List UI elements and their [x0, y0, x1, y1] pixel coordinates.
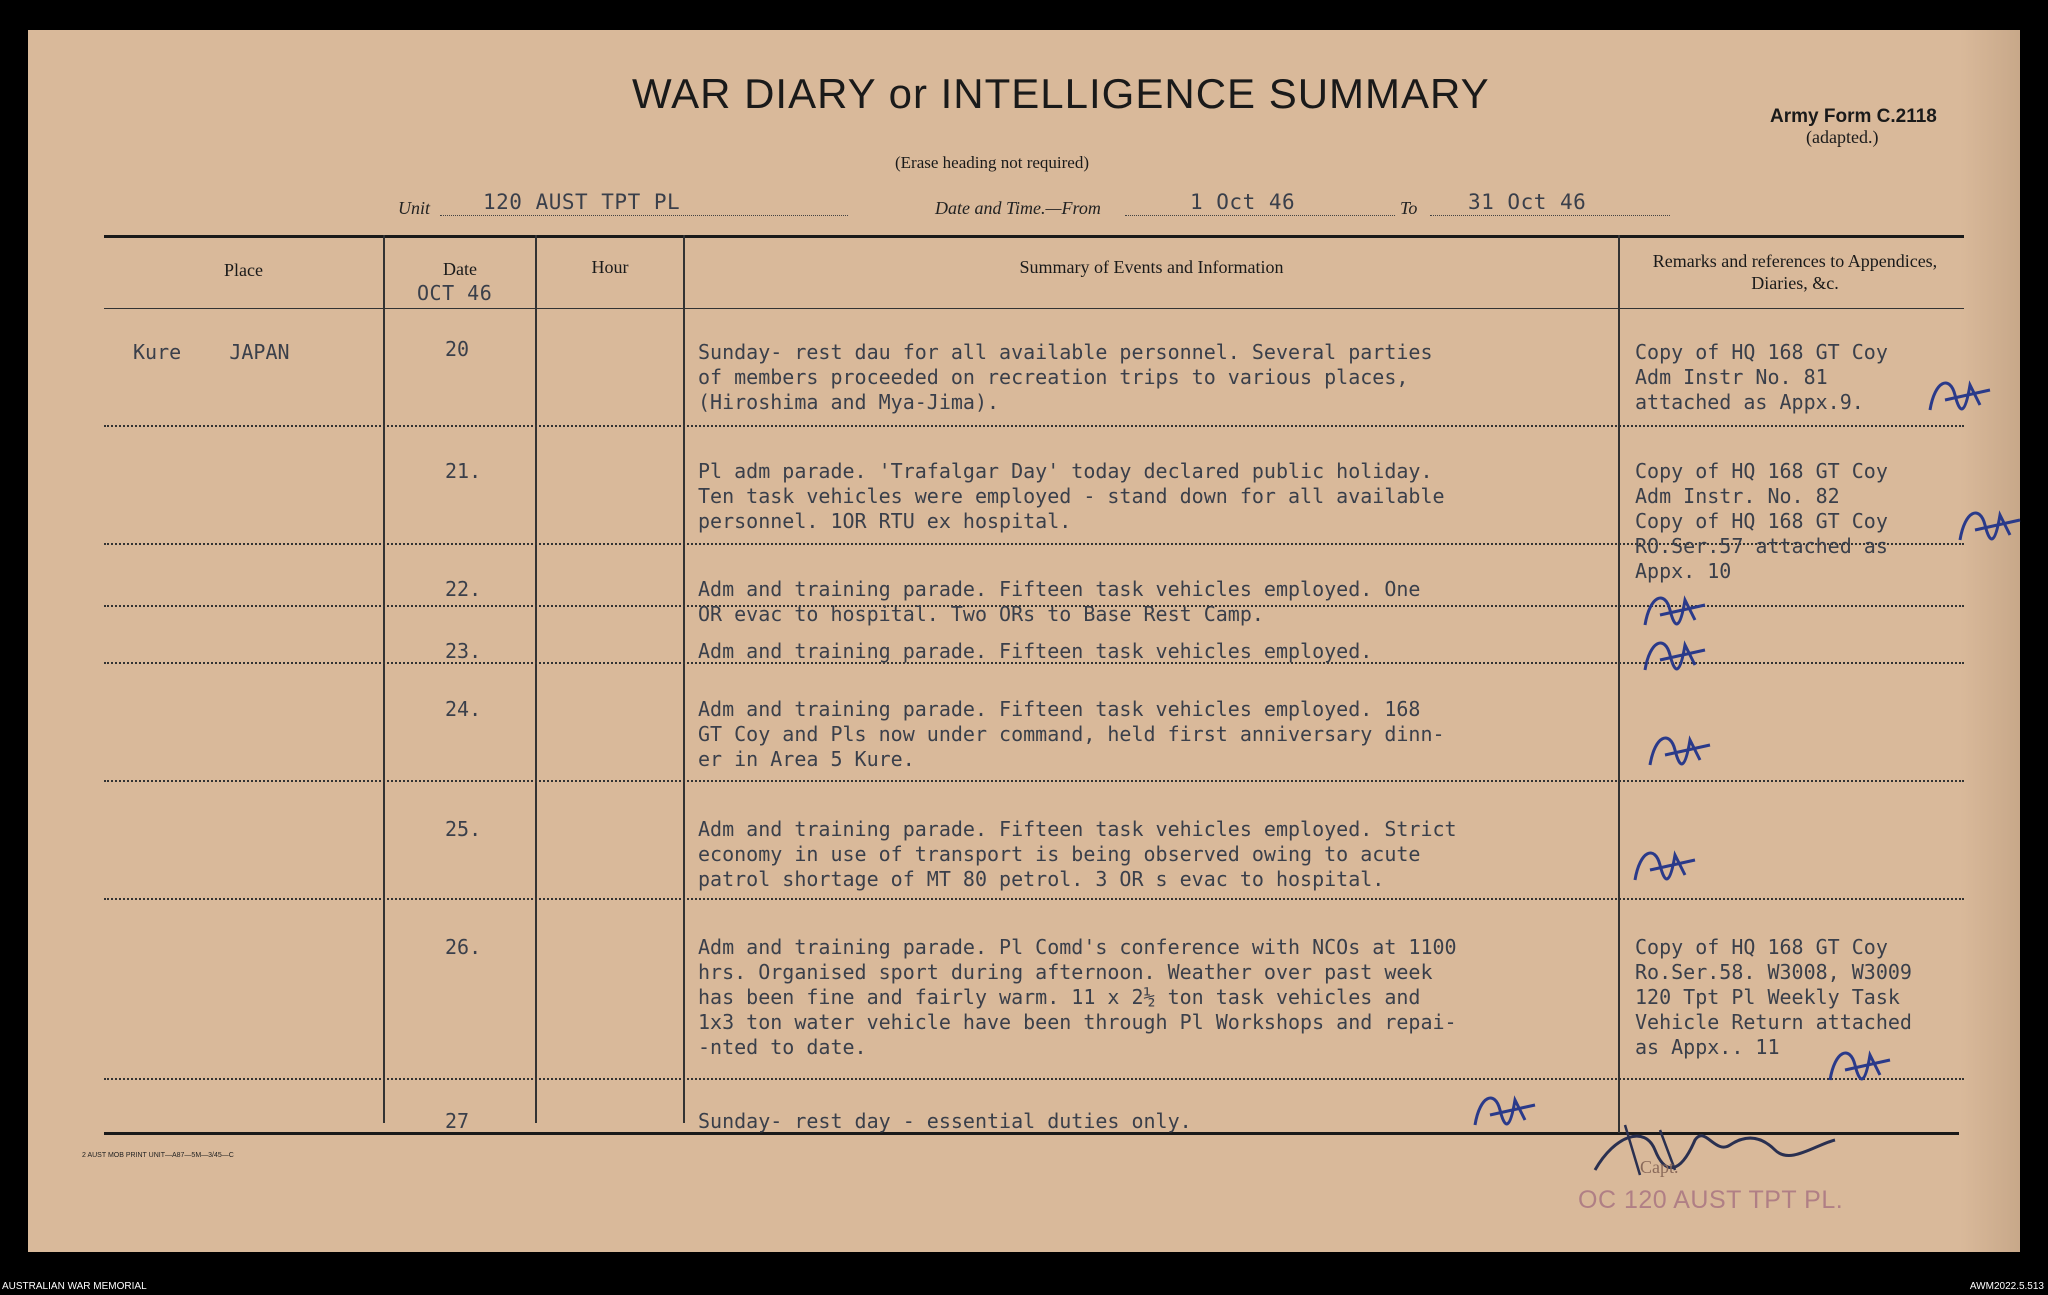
footer-left: AUSTRALIAN WAR MEMORIAL — [2, 1281, 147, 1292]
initials-signature — [1640, 630, 1710, 680]
entry-date: 25. — [445, 817, 482, 841]
row-rule — [104, 1078, 1964, 1080]
to-underline — [1430, 215, 1670, 216]
entry-summary: Adm and training parade. Fifteen task vehicles employed. 168 GT Coy and Pls now under command, held first anniversary dinn- er in Area 5 Kure. — [698, 697, 1445, 771]
officer-signature — [1585, 1115, 1845, 1185]
row-rule — [104, 425, 1964, 427]
army-form-label: Army Form C.2118 — [1770, 106, 1937, 127]
entry-date: 26. — [445, 935, 482, 959]
footer-right: AWM2022.5.513 — [1969, 1281, 2044, 1292]
column-header-date-sub: OCT 46 — [417, 281, 493, 305]
column-header-date: Date — [443, 259, 477, 279]
initials-signature — [1955, 500, 2025, 550]
column-divider-summary — [1618, 235, 1620, 1133]
print-code: 2 AUST MOB PRINT UNIT—A87—5M—3/45—C — [82, 1152, 234, 1159]
entry-date: 23. — [445, 639, 482, 663]
entry-summary: Adm and training parade. Fifteen task vehicles employed. One OR evac to hospital. Two ORs to Base Rest Camp. — [698, 577, 1421, 626]
column-header-remarks: Remarks and references to Appendices, Diaries, &c. — [1652, 251, 1938, 293]
entry-summary: Sunday- rest dau for all available personnel. Several parties of members proceeded on recreation trips to various places, (Hiroshima and Mya-Jima). — [698, 340, 1433, 414]
column-divider-place — [383, 235, 385, 1123]
entry-date: 20 — [445, 337, 470, 361]
column-header-hour: Hour — [591, 257, 629, 277]
column-header-summary: Summary of Events and Information — [1019, 257, 1284, 277]
army-form-adapted: (adapted.) — [1806, 127, 1879, 147]
from-underline — [1125, 215, 1395, 216]
entry-remarks: Copy of HQ 168 GT Coy Adm Instr. No. 82 Copy of HQ 168 GT Coy RO.Ser.57 attached as Appx. 10 — [1635, 459, 1888, 583]
to-label: To — [1400, 198, 1418, 218]
initials-signature — [1640, 585, 1710, 635]
document-subtitle: (Erase heading not required) — [895, 153, 1089, 172]
entry-date: 22. — [445, 577, 482, 601]
initials-signature — [1630, 840, 1700, 890]
entry-summary: Adm and training parade. Pl Comd's conference with NCOs at 1100 hrs. Organised sport during afternoon. Weather over past week has been fine and fairly warm. 11 x 2½ ton task vehicles and 1x3 ton water vehicle have been through Pl Workshops and repai- -nted to date. — [698, 935, 1457, 1059]
unit-underline — [440, 215, 848, 216]
date-time-label: Date and Time.—From — [935, 198, 1101, 218]
column-divider-date — [535, 235, 537, 1123]
initials-signature — [1645, 725, 1715, 775]
entry-remarks: Copy of HQ 168 GT Coy Adm Instr No. 81 attached as Appx.9. — [1635, 340, 1888, 414]
archive-footer — [0, 1282, 2048, 1295]
entry-date: 21. — [445, 459, 482, 483]
row-rule — [104, 780, 1964, 782]
document-title: WAR DIARY or INTELLIGENCE SUMMARY — [632, 70, 1490, 117]
entry-remarks: Copy of HQ 168 GT Coy Ro.Ser.58. W3008, W3009 120 Tpt Pl Weekly Task Vehicle Return attached as Appx.. 11 — [1635, 935, 1912, 1059]
entry-summary: Sunday- rest day - essential duties only. — [698, 1109, 1192, 1133]
stamp-captain: Capt. — [1640, 1157, 1679, 1177]
entry-summary: Adm and training parade. Fifteen task vehicles employed. — [698, 639, 1373, 663]
stamp-unit: OC 120 AUST TPT PL. — [1578, 1186, 1844, 1214]
initials-signature — [1470, 1085, 1540, 1135]
entry-summary: Adm and training parade. Fifteen task vehicles employed. Strict economy in use of transport is being observed owing to acute patrol shortage of MT 80 petrol. 3 OR s evac to hospital. — [698, 817, 1457, 891]
row-rule — [104, 898, 1964, 900]
entry-summary: Pl adm parade. 'Trafalgar Day' today declared public holiday. Ten task vehicles were employed - stand down for all available personnel. 1OR RTU ex hospital. — [698, 459, 1445, 533]
unit-value: 120 AUST TPT PL — [483, 190, 681, 214]
column-divider-hour — [683, 235, 685, 1123]
initials-signature — [1925, 370, 1995, 420]
entry-date: 24. — [445, 697, 482, 721]
unit-label: Unit — [398, 198, 431, 218]
to-date-value: 31 Oct 46 — [1468, 190, 1587, 214]
place-value: Kure JAPAN — [133, 340, 290, 364]
initials-signature — [1825, 1040, 1895, 1090]
from-date-value: 1 Oct 46 — [1190, 190, 1296, 214]
entry-date: 27 — [445, 1109, 470, 1133]
column-header-place: Place — [224, 260, 263, 280]
